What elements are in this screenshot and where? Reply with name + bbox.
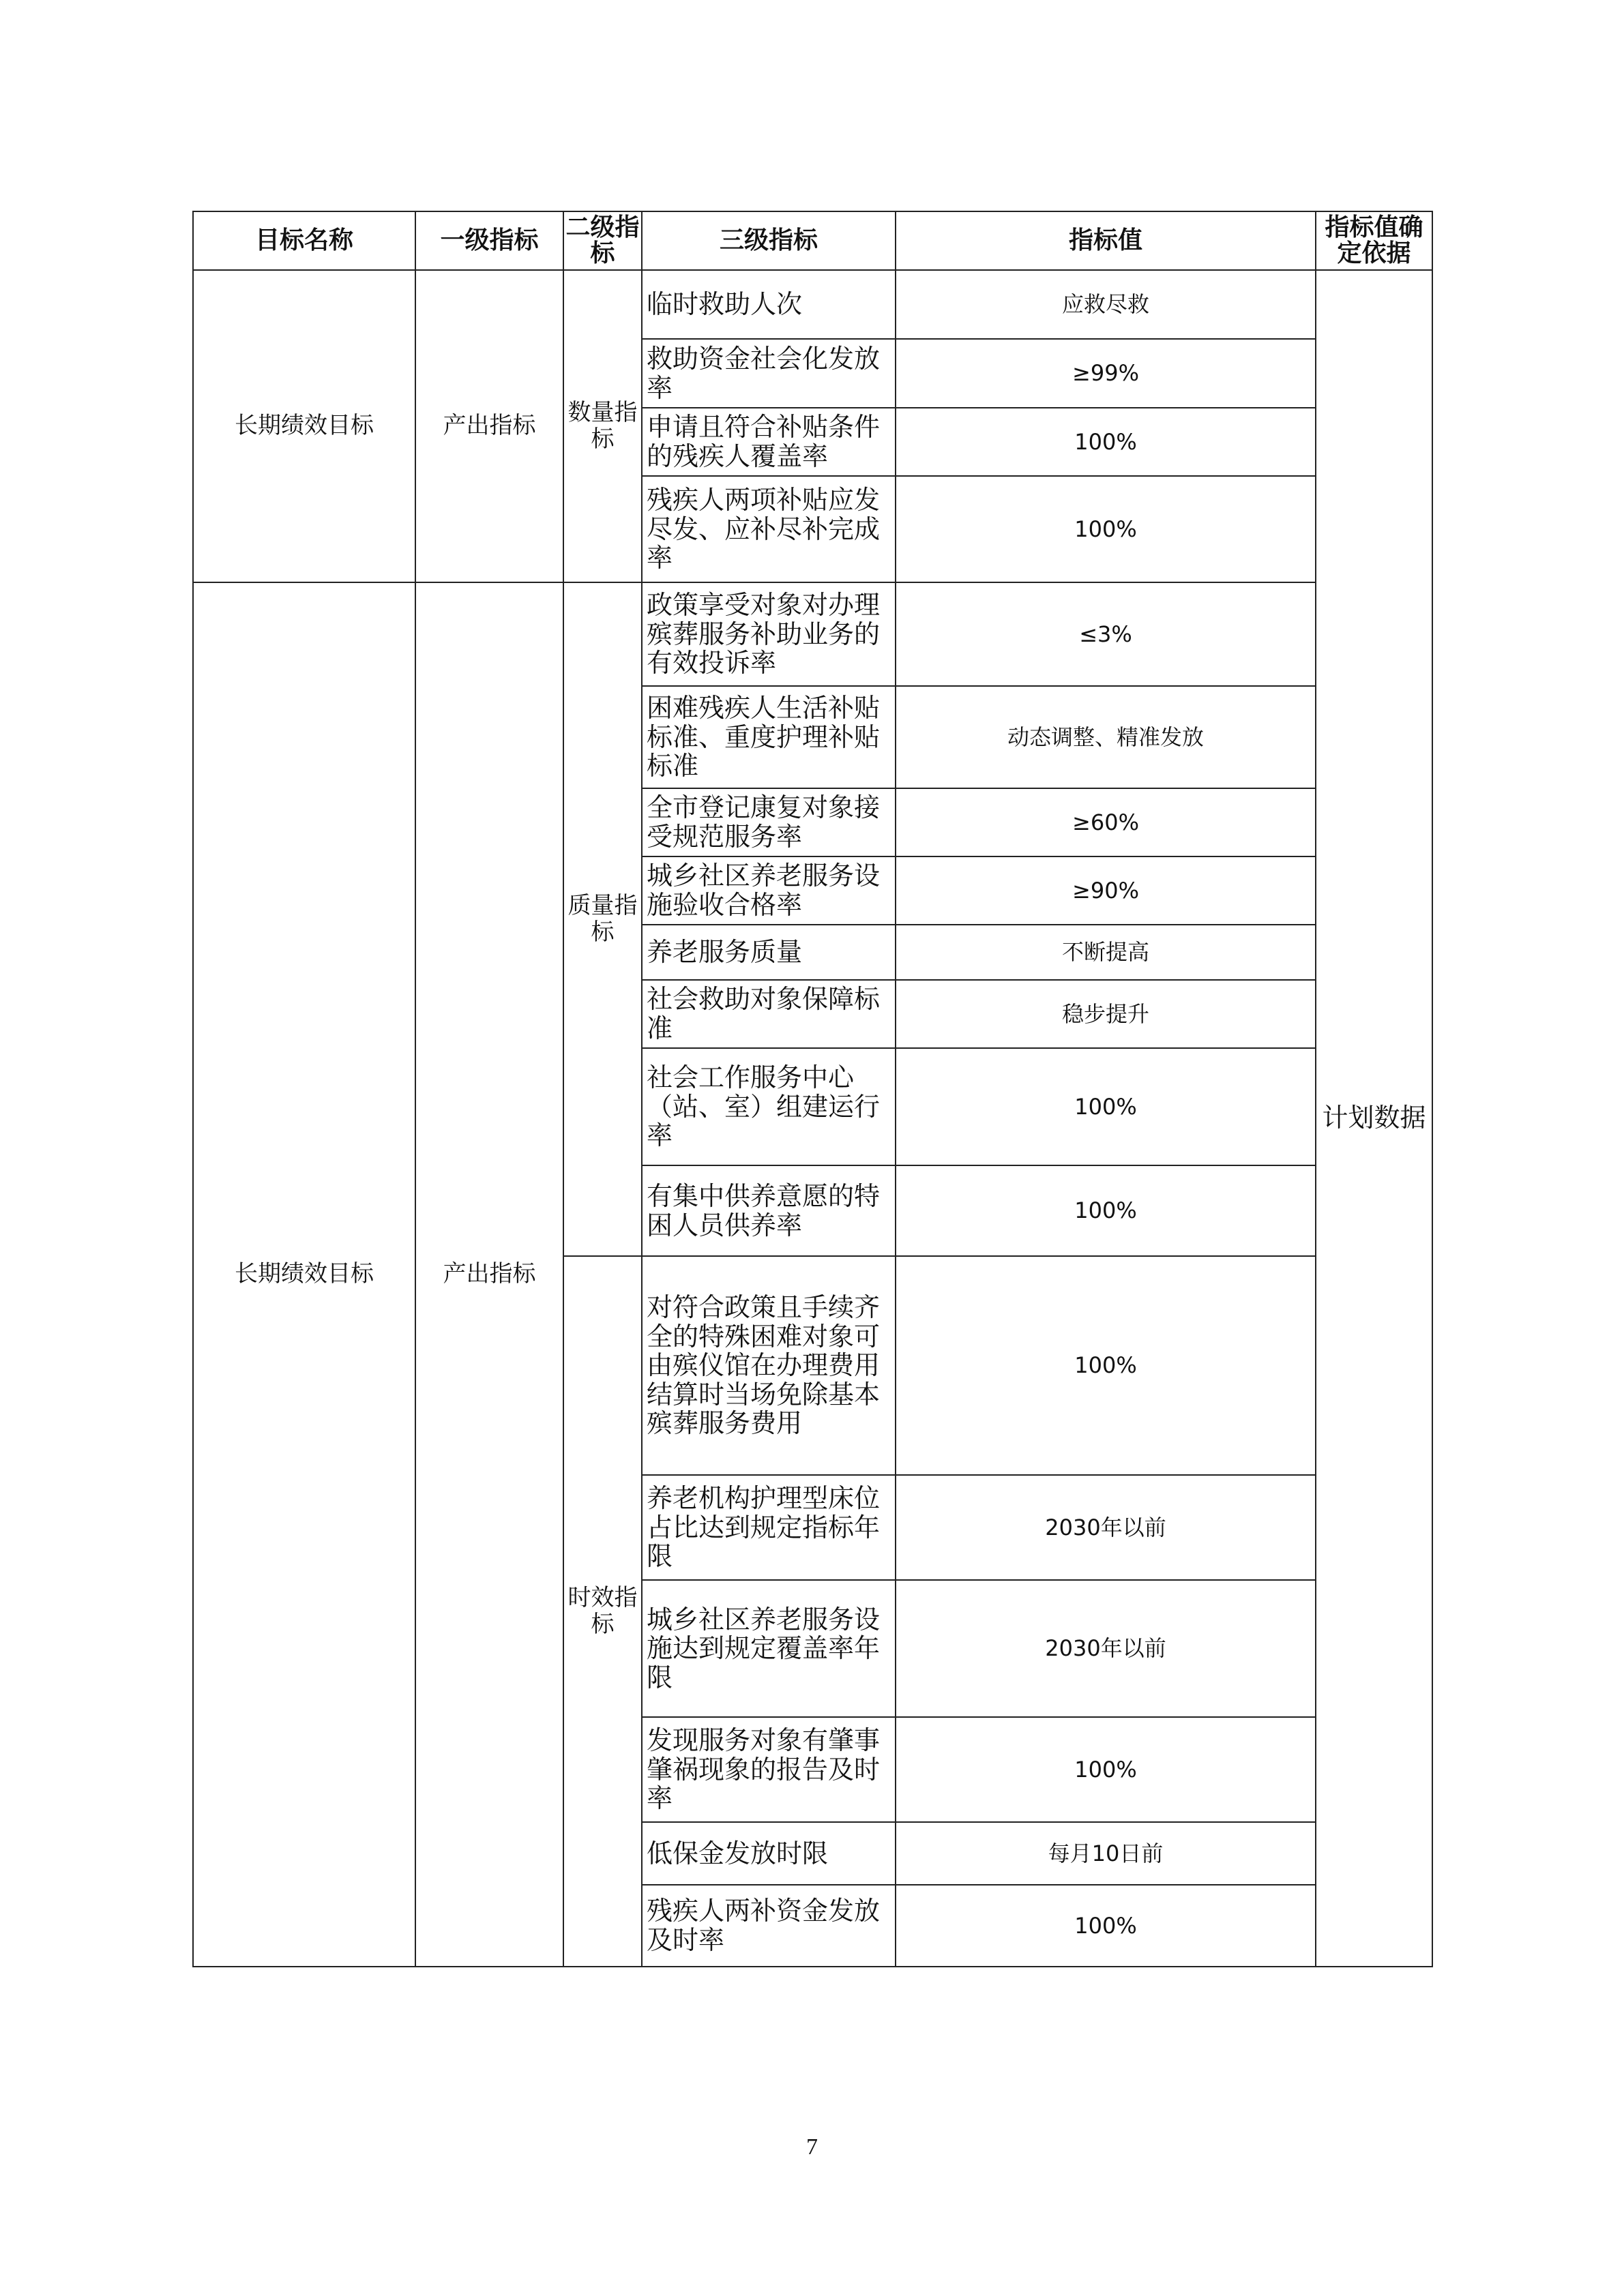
level3-cell: 残疾人两补资金发放及时率 — [642, 1885, 896, 1967]
value-cell: 100% — [896, 476, 1316, 582]
level2-cell: 数量指标 — [563, 270, 642, 582]
level1-cell: 产出指标 — [415, 270, 563, 582]
value-cell: 2030年以前 — [896, 1580, 1316, 1717]
level3-cell: 社会救助对象保障标准 — [642, 980, 896, 1048]
table-row — [193, 270, 1432, 339]
value-cell: ≥99% — [896, 339, 1316, 408]
level3-cell: 对符合政策且手续齐全的特殊困难对象可由殡仪馆在办理费用结算时当场免除基本殡葬服务费用 — [642, 1256, 896, 1475]
level3-cell: 残疾人两项补贴应发尽发、应补尽补完成率 — [642, 476, 896, 582]
value-cell: 动态调整、精准发放 — [896, 686, 1316, 788]
value-cell: ≥90% — [896, 856, 1316, 925]
value-cell: 不断提高 — [896, 925, 1316, 980]
level3-cell: 城乡社区养老服务设施达到规定覆盖率年限 — [642, 1580, 896, 1717]
goal-name-cell: 长期绩效目标 — [193, 270, 415, 582]
value-cell: 稳步提升 — [896, 980, 1316, 1048]
level3-cell: 低保金发放时限 — [642, 1822, 896, 1885]
value-cell: 应救尽救 — [896, 270, 1316, 339]
header-level1: 一级指标 — [415, 211, 563, 270]
level3-cell: 发现服务对象有肇事肇祸现象的报告及时率 — [642, 1717, 896, 1822]
basis-cell: 计划数据 — [1316, 270, 1432, 1967]
value-cell: 2030年以前 — [896, 1475, 1316, 1580]
page-number: 7 — [806, 2134, 818, 2160]
value-cell: 100% — [896, 408, 1316, 476]
level2-cell: 质量指标 — [563, 582, 642, 1256]
goal-name-cell: 长期绩效目标 — [193, 582, 415, 1967]
value-cell: ≤3% — [896, 582, 1316, 686]
level3-cell: 城乡社区养老服务设施验收合格率 — [642, 856, 896, 925]
level3-cell: 困难残疾人生活补贴标准、重度护理补贴标准 — [642, 686, 896, 788]
value-cell: 100% — [896, 1256, 1316, 1475]
level3-cell: 临时救助人次 — [642, 270, 896, 339]
level3-cell: 救助资金社会化发放率 — [642, 339, 896, 408]
level3-cell: 申请且符合补贴条件的残疾人覆盖率 — [642, 408, 896, 476]
value-cell: 100% — [896, 1165, 1316, 1256]
value-cell: 100% — [896, 1885, 1316, 1967]
value-cell: ≥60% — [896, 788, 1316, 856]
level3-cell: 养老机构护理型床位占比达到规定指标年限 — [642, 1475, 896, 1580]
level3-cell: 政策享受对象对办理殡葬服务补助业务的有效投诉率 — [642, 582, 896, 686]
level1-cell: 产出指标 — [415, 582, 563, 1967]
header-level2: 二级指标 — [563, 211, 642, 270]
value-cell: 100% — [896, 1048, 1316, 1165]
header-basis: 指标值确定依据 — [1316, 211, 1432, 270]
level3-cell: 社会工作服务中心（站、室）组建运行率 — [642, 1048, 896, 1165]
level3-cell: 全市登记康复对象接受规范服务率 — [642, 788, 896, 856]
value-cell: 100% — [896, 1717, 1316, 1822]
header-goal-name: 目标名称 — [193, 211, 415, 270]
header-value: 指标值 — [896, 211, 1316, 270]
value-cell: 每月10日前 — [896, 1822, 1316, 1885]
level3-cell: 养老服务质量 — [642, 925, 896, 980]
table-row — [193, 582, 1432, 686]
header-level3: 三级指标 — [642, 211, 896, 270]
level3-cell: 有集中供养意愿的特困人员供养率 — [642, 1165, 896, 1256]
performance-indicator-table — [192, 211, 1433, 1967]
header-row — [193, 211, 1432, 270]
level2-cell: 时效指标 — [563, 1256, 642, 1967]
